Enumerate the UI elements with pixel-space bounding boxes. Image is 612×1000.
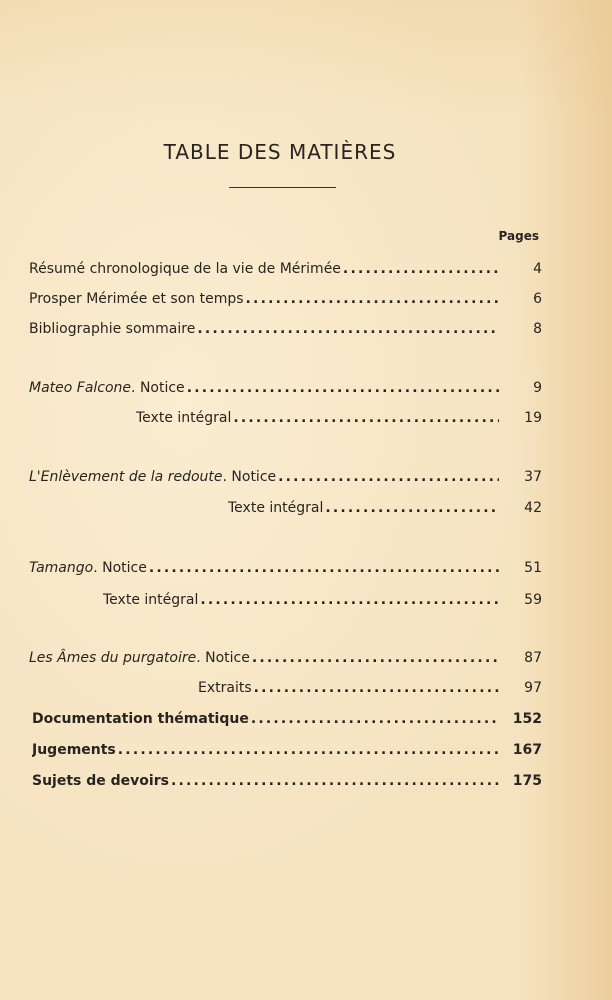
toc-entry xyxy=(0,407,612,429)
leader-dots xyxy=(233,407,499,429)
work-title: L'Enlèvement de la redoute xyxy=(29,469,223,485)
toc-entry xyxy=(0,708,612,730)
toc-entry-page: 37 xyxy=(524,469,542,485)
toc-entry xyxy=(0,318,612,340)
leader-dots xyxy=(200,589,499,611)
toc-entry-label: Prosper Mérimée et son temps xyxy=(29,291,244,307)
leader-dots xyxy=(171,770,499,792)
toc-entry-label: . Notice xyxy=(196,650,250,666)
toc-entry xyxy=(0,647,612,669)
toc-entry-page: 51 xyxy=(524,560,542,576)
toc-entry-label: . Notice xyxy=(93,560,147,576)
work-title: Les Âmes du purgatoire xyxy=(29,650,197,666)
toc-entry-page: 8 xyxy=(533,321,542,337)
leader-dots xyxy=(278,466,499,488)
toc-entry-page: 87 xyxy=(524,650,542,666)
toc-entry-page: 97 xyxy=(524,680,542,696)
toc-entry-label: Texte intégral xyxy=(103,592,199,608)
toc-entry-page: 4 xyxy=(533,261,542,277)
toc-entry-page: 42 xyxy=(524,500,542,516)
toc-entry xyxy=(0,466,612,488)
toc-entry xyxy=(0,770,612,792)
toc-entry-label: Texte intégral xyxy=(228,500,324,516)
toc-entry-label: Documentation thématique xyxy=(32,711,249,727)
leader-dots xyxy=(246,288,499,310)
toc-entry xyxy=(0,557,612,579)
leader-dots xyxy=(325,497,499,519)
leader-dots xyxy=(118,739,499,761)
leader-dots xyxy=(254,677,499,699)
toc-entry xyxy=(0,377,612,399)
work-title: Tamango xyxy=(29,560,94,576)
toc-entry-label: Jugements xyxy=(32,742,116,758)
leader-dots xyxy=(187,377,499,399)
toc-entry-page: 19 xyxy=(524,410,542,426)
toc-entry xyxy=(0,589,612,611)
toc-entry-label: Bibliographie sommaire xyxy=(29,321,196,337)
toc-entry-page: 6 xyxy=(533,291,542,307)
toc-entry-label: Sujets de devoirs xyxy=(32,773,169,789)
pages-column-header: Pages xyxy=(498,229,539,243)
leader-dots xyxy=(343,258,499,280)
toc-entry xyxy=(0,677,612,699)
leader-dots xyxy=(197,318,499,340)
toc-entry-page: 59 xyxy=(524,592,542,608)
toc-entry-label: . Notice xyxy=(131,380,185,396)
title-divider xyxy=(229,187,336,188)
toc-entry xyxy=(0,739,612,761)
page-title: TABLE DES MATIÈRES xyxy=(163,140,397,164)
toc-entry-label: Texte intégral xyxy=(136,410,232,426)
toc-entry-page: 175 xyxy=(512,773,542,789)
toc-entry-page: 9 xyxy=(533,380,542,396)
toc-entry xyxy=(0,497,612,519)
toc-entry-label: Résumé chronologique de la vie de Mérimée xyxy=(29,261,341,277)
toc-entry xyxy=(0,288,612,310)
toc-entry xyxy=(0,258,612,280)
leader-dots xyxy=(252,647,499,669)
toc-entry-label: . Notice xyxy=(222,469,277,485)
leader-dots xyxy=(149,557,499,579)
leader-dots xyxy=(251,708,499,730)
toc-entry-label: Extraits xyxy=(198,680,252,696)
toc-entry-page: 152 xyxy=(512,711,542,727)
work-title: Mateo Falcone xyxy=(29,380,132,396)
toc-entry-page: 167 xyxy=(512,742,542,758)
